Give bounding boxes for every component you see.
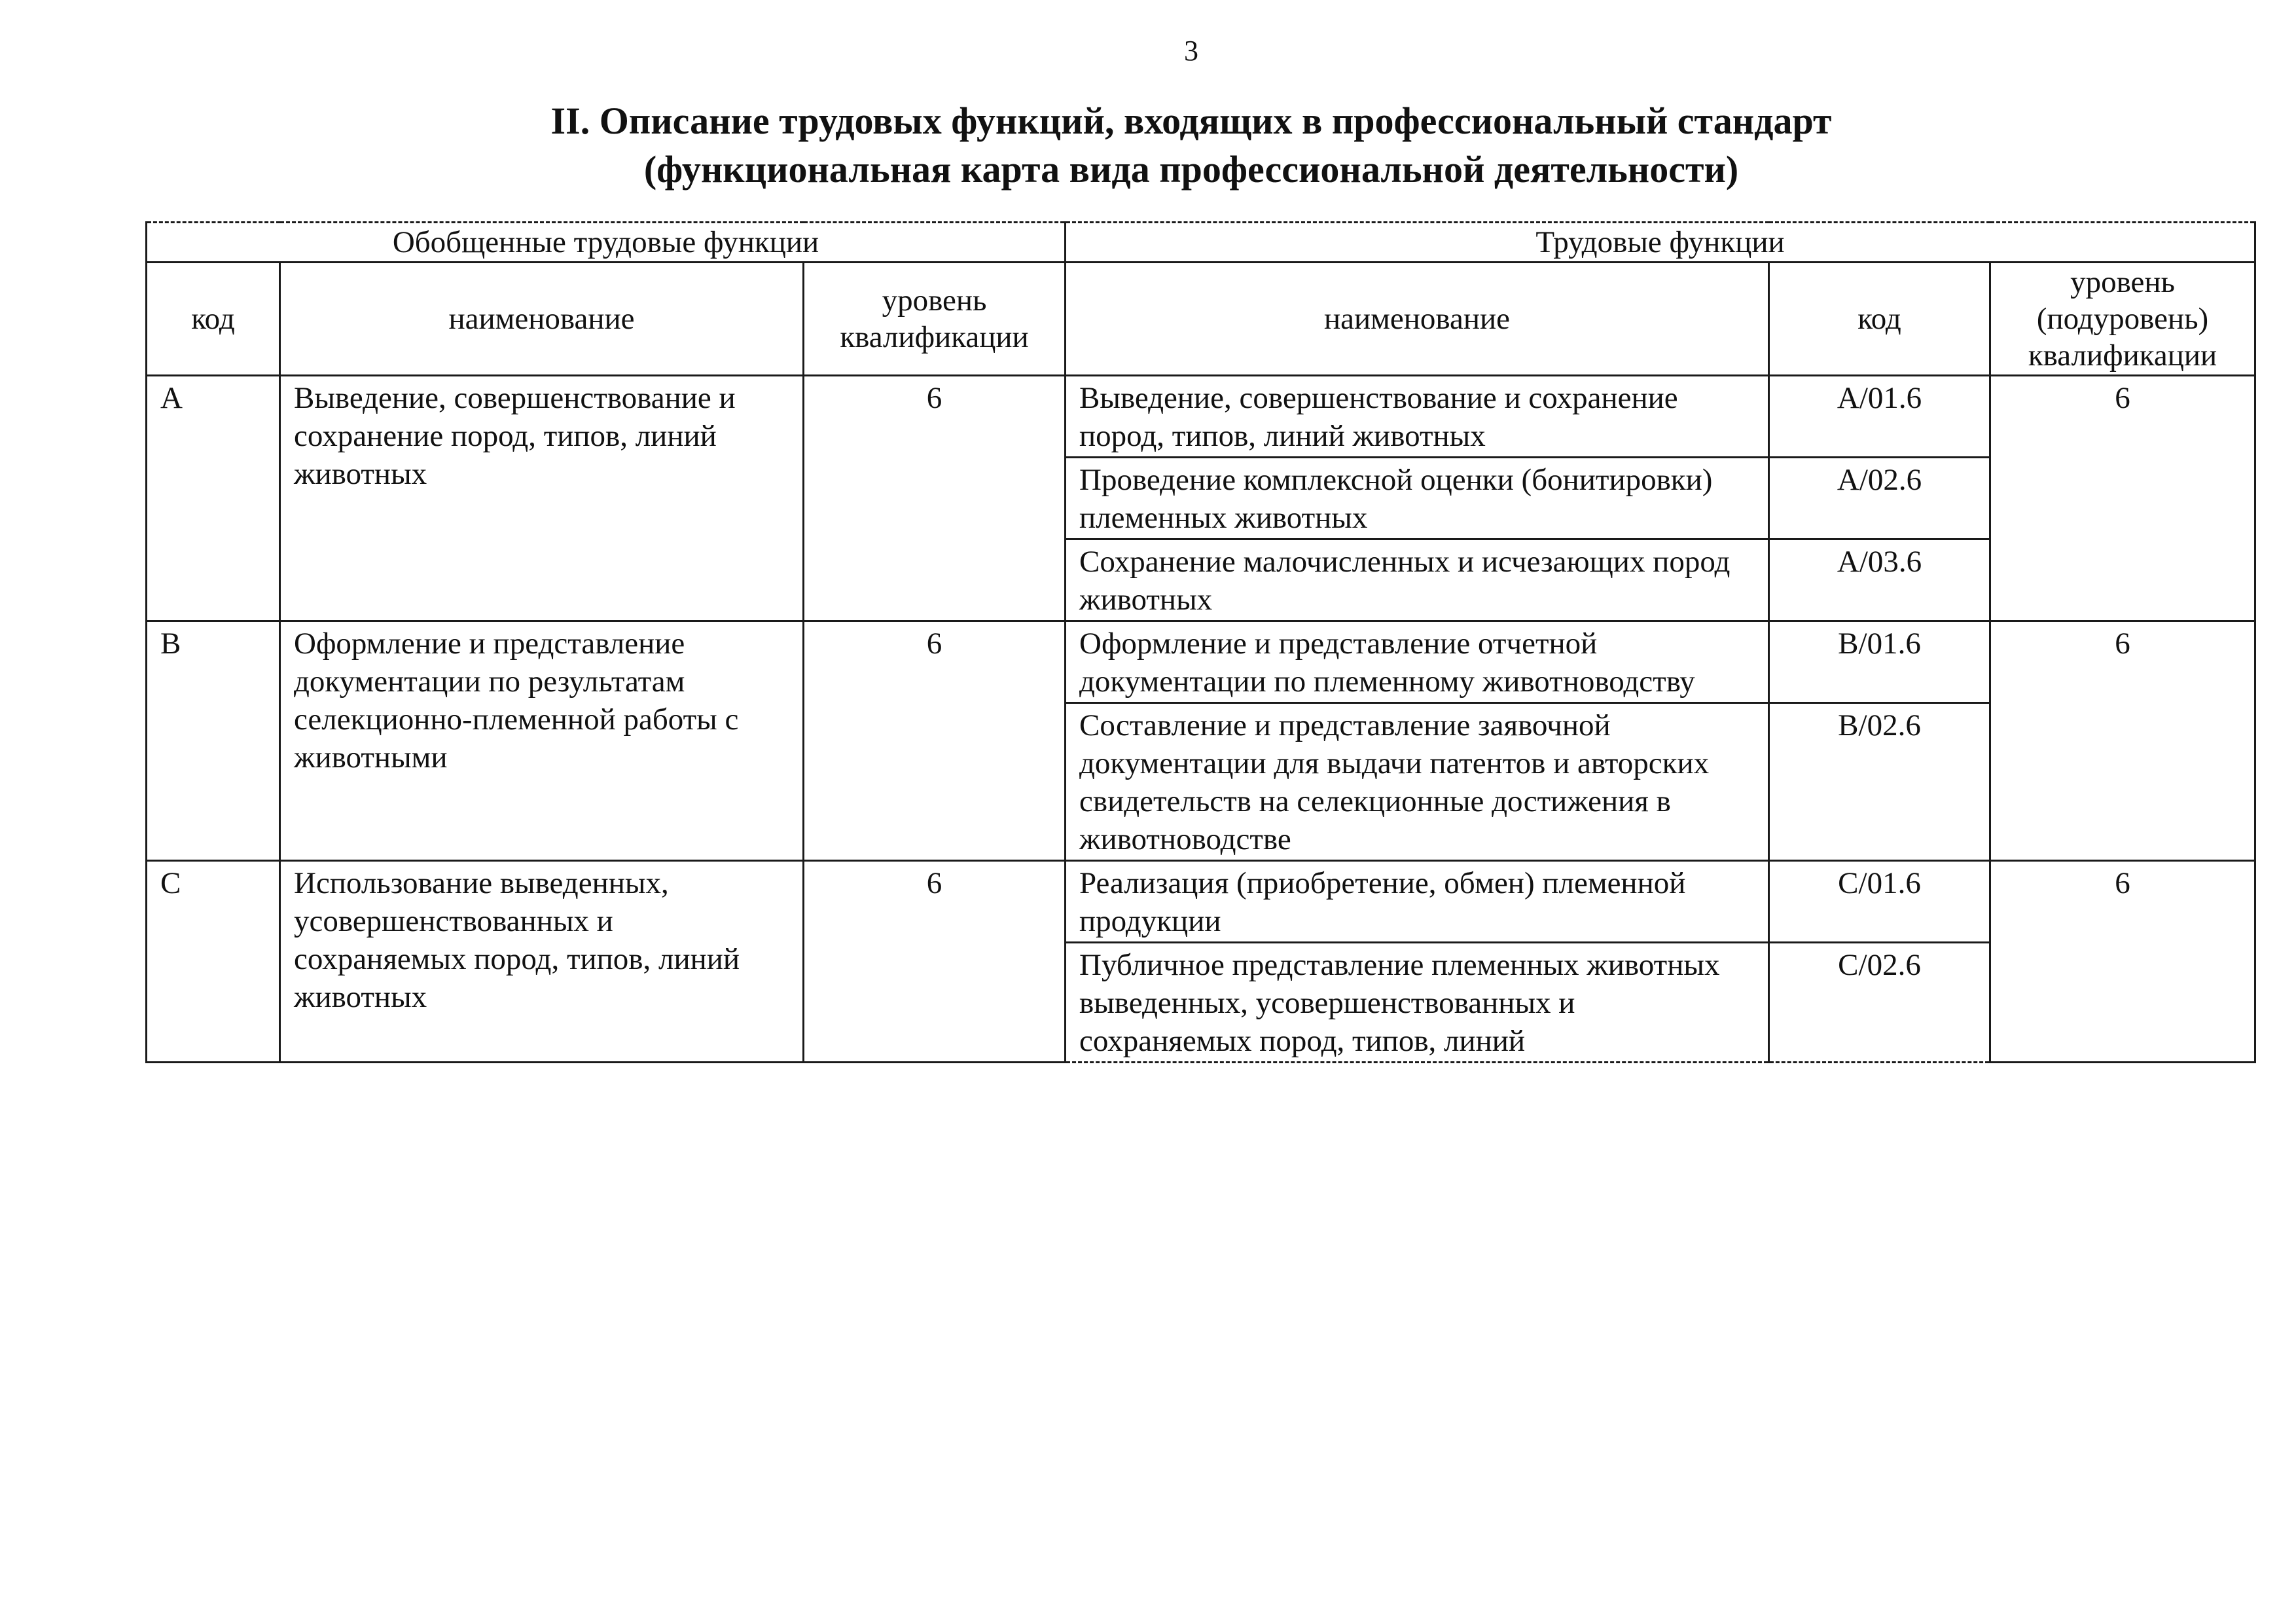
labor-function-name: Составление и представление заявочной документации для выдачи патентов и авторских свидетельств на селекционные достижения в животноводстве xyxy=(1066,703,1769,861)
gen-name-header: наименование xyxy=(280,263,804,376)
labor-function-level: 6 xyxy=(1990,376,2255,621)
labor-function-name: Проведение комплексной оценки (бонитировки) племенных животных xyxy=(1066,458,1769,539)
gen-function-code: B xyxy=(147,621,280,861)
gen-function-name: Использование выведенных, усовершенствованных и сохраняемых пород, типов, линий животных xyxy=(280,861,804,1063)
tf-name-header: наименование xyxy=(1066,263,1769,376)
labor-function-code: A/03.6 xyxy=(1769,539,1990,621)
labor-function-name: Оформление и представление отчетной документации по племенному животноводству xyxy=(1066,621,1769,703)
gen-function-level: 6 xyxy=(804,621,1066,861)
tf-code-header: код xyxy=(1769,263,1990,376)
labor-function-code: A/02.6 xyxy=(1769,458,1990,539)
generalized-functions-header: Обобщенные трудовые функции xyxy=(147,223,1066,263)
column-header-row xyxy=(147,263,2255,376)
page-title xyxy=(0,97,2296,194)
labor-function-code: C/02.6 xyxy=(1769,943,1990,1063)
labor-function-code: B/01.6 xyxy=(1769,621,1990,703)
table-row xyxy=(147,376,2255,458)
group-header-row xyxy=(147,223,2255,263)
labor-function-code: A/01.6 xyxy=(1769,376,1990,458)
title-line-1: II. Описание трудовых функций, входящих в профессиональный стандарт xyxy=(550,100,1832,142)
gen-function-level: 6 xyxy=(804,376,1066,621)
labor-function-code: B/02.6 xyxy=(1769,703,1990,861)
gen-function-level: 6 xyxy=(804,861,1066,1063)
gen-function-code: C xyxy=(147,861,280,1063)
labor-function-name: Сохранение малочисленных и исчезающих пород животных xyxy=(1066,539,1769,621)
tf-level-header: уровень (подуровень) квалификации xyxy=(1990,263,2255,376)
gen-function-code: A xyxy=(147,376,280,621)
labor-function-level: 6 xyxy=(1990,861,2255,1063)
table-row xyxy=(147,621,2255,703)
labor-functions-header: Трудовые функции xyxy=(1066,223,2255,263)
gen-function-name: Выведение, совершенствование и сохранение пород, типов, линий животных xyxy=(280,376,804,621)
labor-function-name: Публичное представление племенных животных выведенных, усовершенствованных и сохраняемых пород, типов, линий xyxy=(1066,943,1769,1063)
labor-function-name: Выведение, совершенствование и сохранение пород, типов, линий животных xyxy=(1066,376,1769,458)
labor-function-level: 6 xyxy=(1990,621,2255,861)
labor-function-code: C/01.6 xyxy=(1769,861,1990,943)
gen-code-header: код xyxy=(147,263,280,376)
title-line-2: (функциональная карта вида профессиональной деятельности) xyxy=(643,148,1739,191)
labor-function-name: Реализация (приобретение, обмен) племенной продукции xyxy=(1066,861,1769,943)
gen-function-name: Оформление и представление документации по результатам селекционно-племенной работы с животными xyxy=(280,621,804,861)
functional-map-table xyxy=(145,221,2256,1063)
page-number: 3 xyxy=(1184,35,1198,67)
table-row xyxy=(147,861,2255,943)
gen-level-header: уровень квалификации xyxy=(804,263,1066,376)
